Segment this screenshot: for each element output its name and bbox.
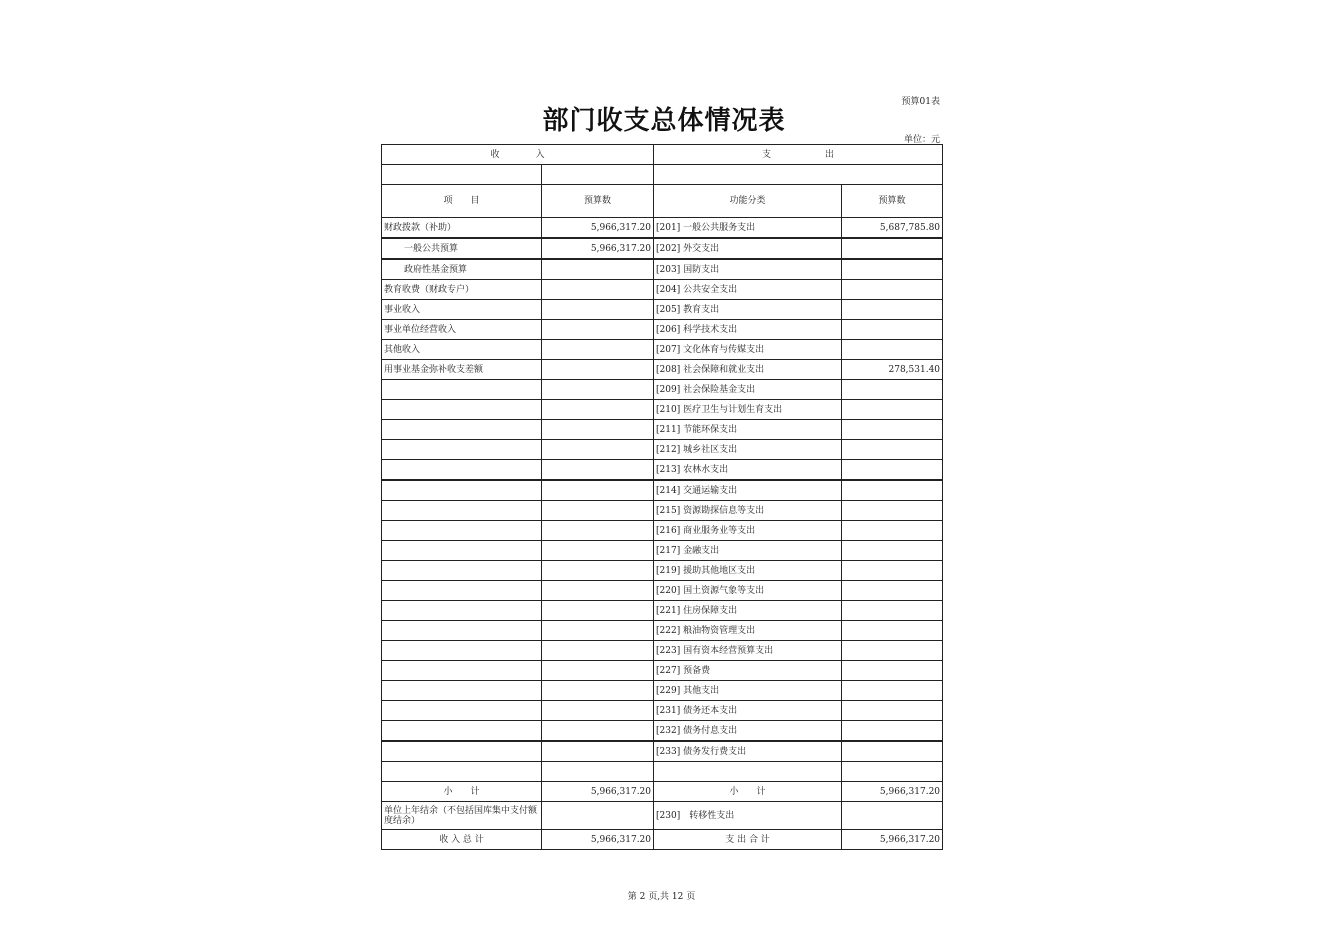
expense-amount-cell xyxy=(842,741,943,762)
income-item-cell xyxy=(382,681,542,701)
expense-amount-cell xyxy=(842,300,943,320)
expense-amount-cell xyxy=(842,701,943,721)
expense-subtotal-label: 小 计 xyxy=(654,782,842,802)
table-row xyxy=(382,380,943,400)
expense-category-cell: [209] 社会保险基金支出 xyxy=(654,380,842,400)
table-row xyxy=(382,460,943,481)
expense-category-cell: [231] 债务还本支出 xyxy=(654,701,842,721)
income-item-cell: 教育收费（财政专户） xyxy=(382,280,542,300)
income-amount-cell xyxy=(542,480,654,501)
expense-category-cell: [232] 债务付息支出 xyxy=(654,721,842,742)
income-amount-cell xyxy=(542,360,654,380)
table-row xyxy=(382,480,943,501)
expense-category-cell: [217] 金融支出 xyxy=(654,541,842,561)
income-amount-cell xyxy=(542,340,654,360)
income-item-cell: 一般公共预算 xyxy=(382,238,542,259)
carryover-row xyxy=(382,802,943,830)
expense-category-cell: [220] 国土资源气象等支出 xyxy=(654,581,842,601)
expense-category-cell: [221] 住房保障支出 xyxy=(654,601,842,621)
blank-cell xyxy=(654,762,842,782)
income-item-cell xyxy=(382,601,542,621)
income-budget-column-header: 预算数 xyxy=(542,185,654,218)
expense-category-cell: [222] 粮油物资管理支出 xyxy=(654,621,842,641)
spacer-row xyxy=(382,762,943,782)
income-amount-cell xyxy=(542,721,654,742)
blank-cell xyxy=(382,762,542,782)
subtotal-row xyxy=(382,782,943,802)
table-row xyxy=(382,681,943,701)
page-footer: 第 2 页,共 12 页 xyxy=(627,892,696,902)
table-row xyxy=(382,641,943,661)
expense-category-cell: [204] 公共安全支出 xyxy=(654,280,842,300)
header-row xyxy=(382,145,943,165)
income-item-cell: 事业单位经营收入 xyxy=(382,320,542,340)
expense-amount-cell xyxy=(842,400,943,420)
income-amount-cell xyxy=(542,300,654,320)
table-row xyxy=(382,601,943,621)
expense-amount-cell xyxy=(842,420,943,440)
expense-amount-cell xyxy=(842,480,943,501)
table-row xyxy=(382,320,943,340)
table-row xyxy=(382,218,943,239)
expense-amount-cell xyxy=(842,681,943,701)
income-amount-cell xyxy=(542,380,654,400)
table-row xyxy=(382,400,943,420)
blank-cell xyxy=(842,762,943,782)
income-amount-cell xyxy=(542,741,654,762)
table-row xyxy=(382,420,943,440)
table-row xyxy=(382,238,943,259)
income-item-cell xyxy=(382,420,542,440)
income-amount-cell xyxy=(542,259,654,280)
column-header-row xyxy=(382,185,943,218)
table-row xyxy=(382,541,943,561)
expense-amount-cell xyxy=(842,641,943,661)
income-amount-cell xyxy=(542,661,654,681)
expense-category-cell: [203] 国防支出 xyxy=(654,259,842,280)
expense-amount-cell xyxy=(842,320,943,340)
expense-category-cell: [208] 社会保障和就业支出 xyxy=(654,360,842,380)
income-item-cell xyxy=(382,400,542,420)
blank-header-row xyxy=(382,165,943,185)
income-item-cell xyxy=(382,641,542,661)
income-item-cell xyxy=(382,581,542,601)
income-amount-cell xyxy=(542,541,654,561)
table-row xyxy=(382,701,943,721)
table-row xyxy=(382,280,943,300)
expense-amount-cell: 5,687,785.80 xyxy=(842,218,943,239)
expense-category-cell: [205] 教育支出 xyxy=(654,300,842,320)
item-column-header: 项 目 xyxy=(382,185,542,218)
income-amount-cell xyxy=(542,280,654,300)
unit-label: 单位：元 xyxy=(903,135,940,145)
income-amount-cell xyxy=(542,621,654,641)
income-item-cell xyxy=(382,741,542,762)
expense-category-cell: [227] 预备费 xyxy=(654,661,842,681)
income-item-cell xyxy=(382,460,542,481)
expense-category-cell: [229] 其他支出 xyxy=(654,681,842,701)
income-amount-cell xyxy=(542,641,654,661)
table-row xyxy=(382,521,943,541)
expense-amount-cell xyxy=(842,259,943,280)
expense-amount-cell xyxy=(842,601,943,621)
expense-total-amount: 5,966,317.20 xyxy=(842,830,943,850)
expense-category-cell: [223] 国有资本经营预算支出 xyxy=(654,641,842,661)
expense-amount-cell xyxy=(842,460,943,481)
income-total-label: 收 入 总 计 xyxy=(382,830,542,850)
income-item-cell: 财政拨款（补助） xyxy=(382,218,542,239)
income-amount-cell xyxy=(542,501,654,521)
table-row xyxy=(382,561,943,581)
expense-category-cell: [213] 农林水支出 xyxy=(654,460,842,481)
table-row xyxy=(382,741,943,762)
expense-amount-cell xyxy=(842,561,943,581)
blank-cell xyxy=(542,165,654,185)
expense-amount-cell xyxy=(842,581,943,601)
expense-category-cell: [206] 科学技术支出 xyxy=(654,320,842,340)
table-row xyxy=(382,259,943,280)
expense-category-cell: [219] 援助其他地区支出 xyxy=(654,561,842,581)
income-item-cell: 用事业基金弥补收支差额 xyxy=(382,360,542,380)
income-header: 收 入 xyxy=(382,145,654,165)
carryover-amount xyxy=(542,802,654,830)
expense-amount-cell: 278,531.40 xyxy=(842,360,943,380)
income-item-cell xyxy=(382,521,542,541)
page-title: 部门收支总体情况表 xyxy=(542,106,786,136)
expense-amount-cell xyxy=(842,621,943,641)
income-amount-cell xyxy=(542,561,654,581)
income-item-cell: 政府性基金预算 xyxy=(382,259,542,280)
expense-amount-cell xyxy=(842,280,943,300)
expense-amount-cell xyxy=(842,501,943,521)
income-subtotal-amount: 5,966,317.20 xyxy=(542,782,654,802)
total-row xyxy=(382,830,943,850)
income-amount-cell: 5,966,317.20 xyxy=(542,218,654,239)
table-row xyxy=(382,581,943,601)
expense-amount-cell xyxy=(842,721,943,742)
income-total-amount: 5,966,317.20 xyxy=(542,830,654,850)
expense-category-cell: [210] 医疗卫生与计划生育支出 xyxy=(654,400,842,420)
income-item-cell xyxy=(382,701,542,721)
expense-category-cell: [216] 商业服务业等支出 xyxy=(654,521,842,541)
expense-category-cell: [214] 交通运输支出 xyxy=(654,480,842,501)
budget-table xyxy=(381,144,943,850)
expense-amount-cell xyxy=(842,521,943,541)
blank-cell xyxy=(542,762,654,782)
income-item-cell xyxy=(382,380,542,400)
income-item-cell xyxy=(382,501,542,521)
form-number: 预算01表 xyxy=(901,97,940,107)
income-item-cell: 事业收入 xyxy=(382,300,542,320)
blank-cell xyxy=(654,165,943,185)
table-row xyxy=(382,440,943,460)
income-item-cell xyxy=(382,721,542,742)
expense-amount-cell xyxy=(842,440,943,460)
income-item-cell xyxy=(382,561,542,581)
expense-category-cell: [233] 债务发行费支出 xyxy=(654,741,842,762)
table-row xyxy=(382,621,943,641)
income-amount-cell xyxy=(542,420,654,440)
table-row xyxy=(382,340,943,360)
table-row xyxy=(382,721,943,742)
expense-amount-cell xyxy=(842,380,943,400)
expense-category-cell: [212] 城乡社区支出 xyxy=(654,440,842,460)
income-amount-cell xyxy=(542,701,654,721)
transfer-category: [230] 转移性支出 xyxy=(654,802,842,830)
income-amount-cell xyxy=(542,521,654,541)
expense-amount-cell xyxy=(842,340,943,360)
table-row xyxy=(382,360,943,380)
expense-amount-cell xyxy=(842,541,943,561)
expense-header: 支 出 xyxy=(654,145,943,165)
income-item-cell: 其他收入 xyxy=(382,340,542,360)
expense-amount-cell xyxy=(842,661,943,681)
expense-total-label: 支 出 合 计 xyxy=(654,830,842,850)
income-amount-cell xyxy=(542,601,654,621)
income-amount-cell xyxy=(542,400,654,420)
transfer-amount xyxy=(842,802,943,830)
income-amount-cell: 5,966,317.20 xyxy=(542,238,654,259)
income-subtotal-label: 小 计 xyxy=(382,782,542,802)
expense-category-cell: [207] 文化体育与传媒支出 xyxy=(654,340,842,360)
expense-category-cell: [211] 节能环保支出 xyxy=(654,420,842,440)
income-item-cell xyxy=(382,541,542,561)
income-amount-cell xyxy=(542,320,654,340)
data-rows xyxy=(382,218,943,762)
income-item-cell xyxy=(382,621,542,641)
table-row xyxy=(382,501,943,521)
income-item-cell xyxy=(382,480,542,501)
blank-cell xyxy=(382,165,542,185)
income-item-cell xyxy=(382,661,542,681)
expense-subtotal-amount: 5,966,317.20 xyxy=(842,782,943,802)
table-row xyxy=(382,661,943,681)
expense-amount-cell xyxy=(842,238,943,259)
income-amount-cell xyxy=(542,460,654,481)
table-row xyxy=(382,300,943,320)
expense-budget-column-header: 预算数 xyxy=(842,185,943,218)
carryover-label: 单位上年结余（不包括国库集中支付额度结余） xyxy=(382,802,542,830)
expense-category-cell: [215] 资源勘探信息等支出 xyxy=(654,501,842,521)
income-amount-cell xyxy=(542,440,654,460)
category-column-header: 功能分类 xyxy=(654,185,842,218)
income-item-cell xyxy=(382,440,542,460)
income-amount-cell xyxy=(542,681,654,701)
expense-category-cell: [201] 一般公共服务支出 xyxy=(654,218,842,239)
expense-category-cell: [202] 外交支出 xyxy=(654,238,842,259)
income-amount-cell xyxy=(542,581,654,601)
